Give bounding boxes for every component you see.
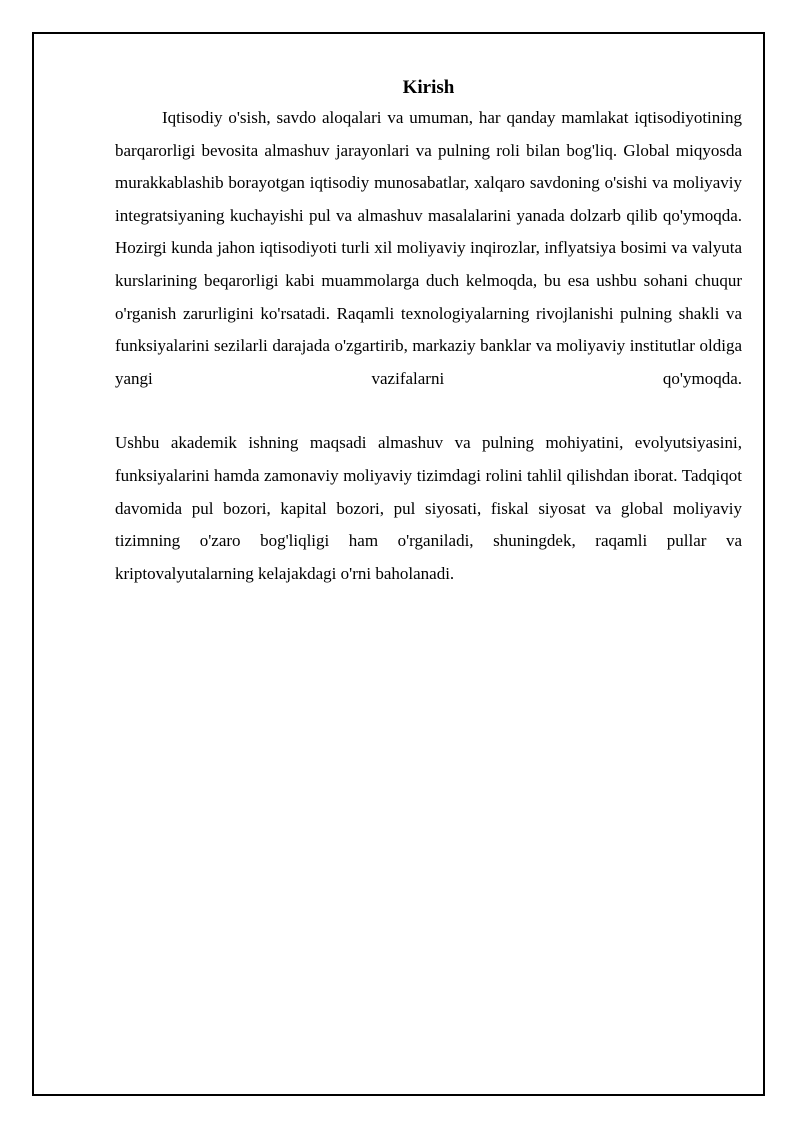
paragraph-spacer [115, 395, 742, 427]
document-title: Kirish [402, 77, 455, 98]
paragraph-intro: Iqtisodiy o'sish, savdo aloqalari va umuman, har qanday mamlakat iqtisodiyotining barqarorligi bevosita almashuv jarayonlari va pulning roli bilan bog'liq. Global miqyosda murakkablashib borayotgan iqtisodiy munosabatlar, xalqaro savdoning o'sishi va moliyaviy integratsiyaning kuchayishi pul va almashuv masalalarini yanada dolzarb qilib qo'ymoqda. Hozirgi kunda jahon iqtisodiyoti turli xil moliyaviy inqirozlar, inflyatsiya bosimi va valyuta kurslarining beqarorligi kabi muammolarga duch kelmoqda, bu esa ushbu sohani chuqur o'rganish zarurligini ko'rsatadi. Raqamli texnologiyalarning rivojlanishi pulning shakli va funksiyalarini sezilarli darajada o'zgartirib, markaziy banklar va moliyaviy institutlar oldiga yangi vazifalarni qo'ymoqda. [115, 108, 742, 388]
document-body [115, 74, 742, 590]
paragraph-aim: Ushbu akademik ishning maqsadi almashuv va pulning mohiyatini, evolyutsiyasini, funksiyalarini hamda zamonaviy moliyaviy tizimdagi rolini tahlil qilishdan iborat. Tadqiqot davomida pul bozori, kapital bozori, pul siyosati, fiskal siyosat va global moliyaviy tizimning o'zaro bog'liqligi ham o'rganiladi, shuningdek, raqamli pullar va kriptovalyutalarning kelajakdagi o'rni baholanadi. [115, 433, 742, 583]
